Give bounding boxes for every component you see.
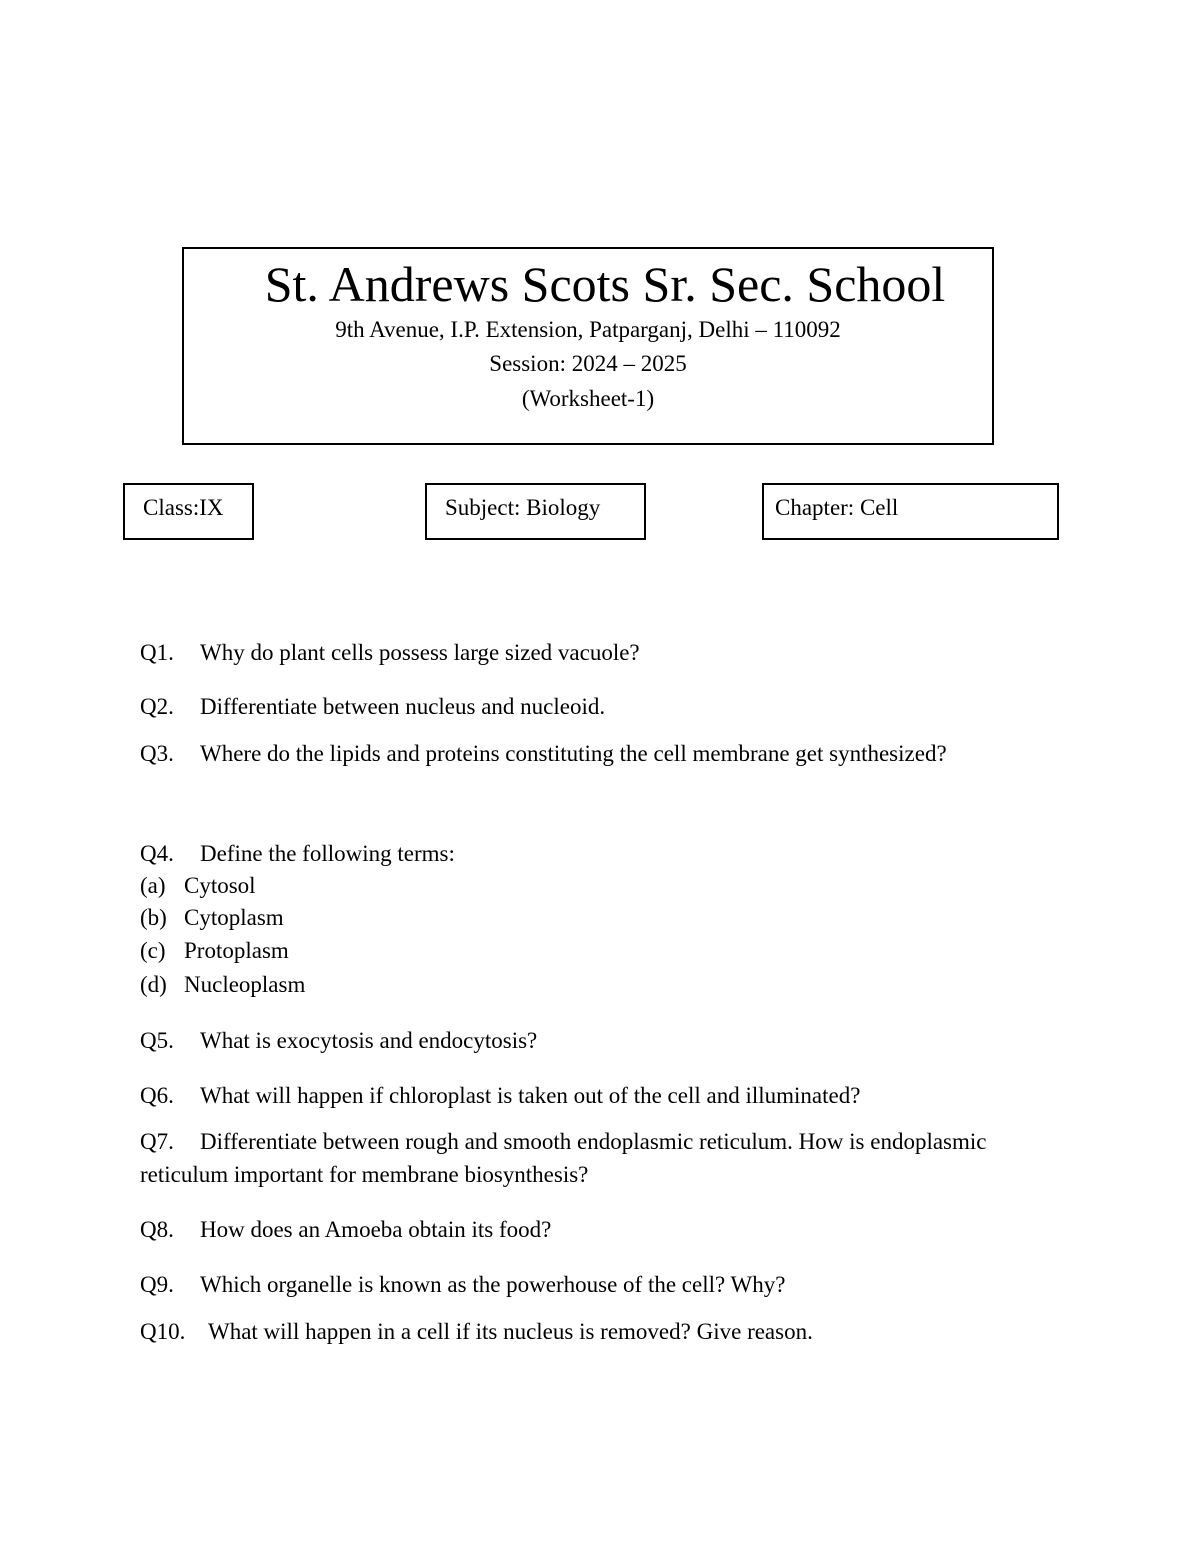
question-text: Where do the lipids and proteins constituting the cell membrane get synthesized? xyxy=(200,741,947,766)
term-label: (c) xyxy=(140,938,166,963)
question-8 xyxy=(140,1213,1020,1246)
question-number: Q9. xyxy=(140,1272,174,1297)
question-number: Q8. xyxy=(140,1217,174,1242)
question-number: Q4. xyxy=(140,841,174,866)
question-2 xyxy=(140,690,1020,723)
question-9 xyxy=(140,1268,1020,1301)
question-text: Why do plant cells possess large sized vacuole? xyxy=(200,640,640,665)
term-label: (d) xyxy=(140,972,167,997)
question-5 xyxy=(140,1024,1020,1057)
q4-term-b xyxy=(140,901,284,934)
term-label: (a) xyxy=(140,873,166,898)
question-7 xyxy=(140,1125,1010,1191)
term-text: Nucleoplasm xyxy=(184,972,306,997)
q4-term-a xyxy=(140,869,256,902)
school-name: St. Andrews Scots Sr. Sec. School xyxy=(264,256,946,312)
class-box: Class:IX xyxy=(123,483,254,540)
session-label: Session: 2024 – 2025 xyxy=(489,351,687,376)
term-text: Cytosol xyxy=(184,873,256,898)
term-label: (b) xyxy=(140,905,167,930)
question-text: What will happen if chloroplast is taken out of the cell and illuminated? xyxy=(200,1083,861,1108)
question-number: Q5. xyxy=(140,1028,174,1053)
question-text: What is exocytosis and endocytosis? xyxy=(200,1028,538,1053)
question-6 xyxy=(140,1079,1020,1112)
question-3 xyxy=(140,737,960,770)
question-number: Q2. xyxy=(140,694,174,719)
question-text: Which organelle is known as the powerhouse of the cell? Why? xyxy=(200,1272,786,1297)
school-address: 9th Avenue, I.P. Extension, Patparganj, Delhi – 110092 xyxy=(335,317,841,342)
question-4 xyxy=(140,837,1020,870)
q4-term-c xyxy=(140,934,289,967)
question-number: Q10. xyxy=(140,1319,186,1344)
question-number: Q7. xyxy=(140,1129,174,1154)
question-number: Q3. xyxy=(140,741,174,766)
question-text: How does an Amoeba obtain its food? xyxy=(200,1217,552,1242)
question-number: Q1. xyxy=(140,640,174,665)
term-text: Cytoplasm xyxy=(184,905,284,930)
question-text: Define the following terms: xyxy=(200,841,455,866)
chapter-box: Chapter: Cell xyxy=(762,483,1059,540)
question-10 xyxy=(140,1315,1020,1348)
question-number: Q6. xyxy=(140,1083,174,1108)
question-text: What will happen in a cell if its nucleus is removed? Give reason. xyxy=(208,1319,813,1344)
question-text: Differentiate between nucleus and nucleoid. xyxy=(200,694,606,719)
worksheet-label: (Worksheet-1) xyxy=(521,386,655,411)
school-header-box xyxy=(182,247,994,445)
term-text: Protoplasm xyxy=(184,938,289,963)
subject-box: Subject: Biology xyxy=(425,483,646,540)
q4-term-d xyxy=(140,968,305,1001)
question-1 xyxy=(140,636,1020,669)
question-text: Differentiate between rough and smooth endoplasmic reticulum. How is endoplasmic reticulum important for membrane biosynthesis? xyxy=(140,1129,987,1187)
